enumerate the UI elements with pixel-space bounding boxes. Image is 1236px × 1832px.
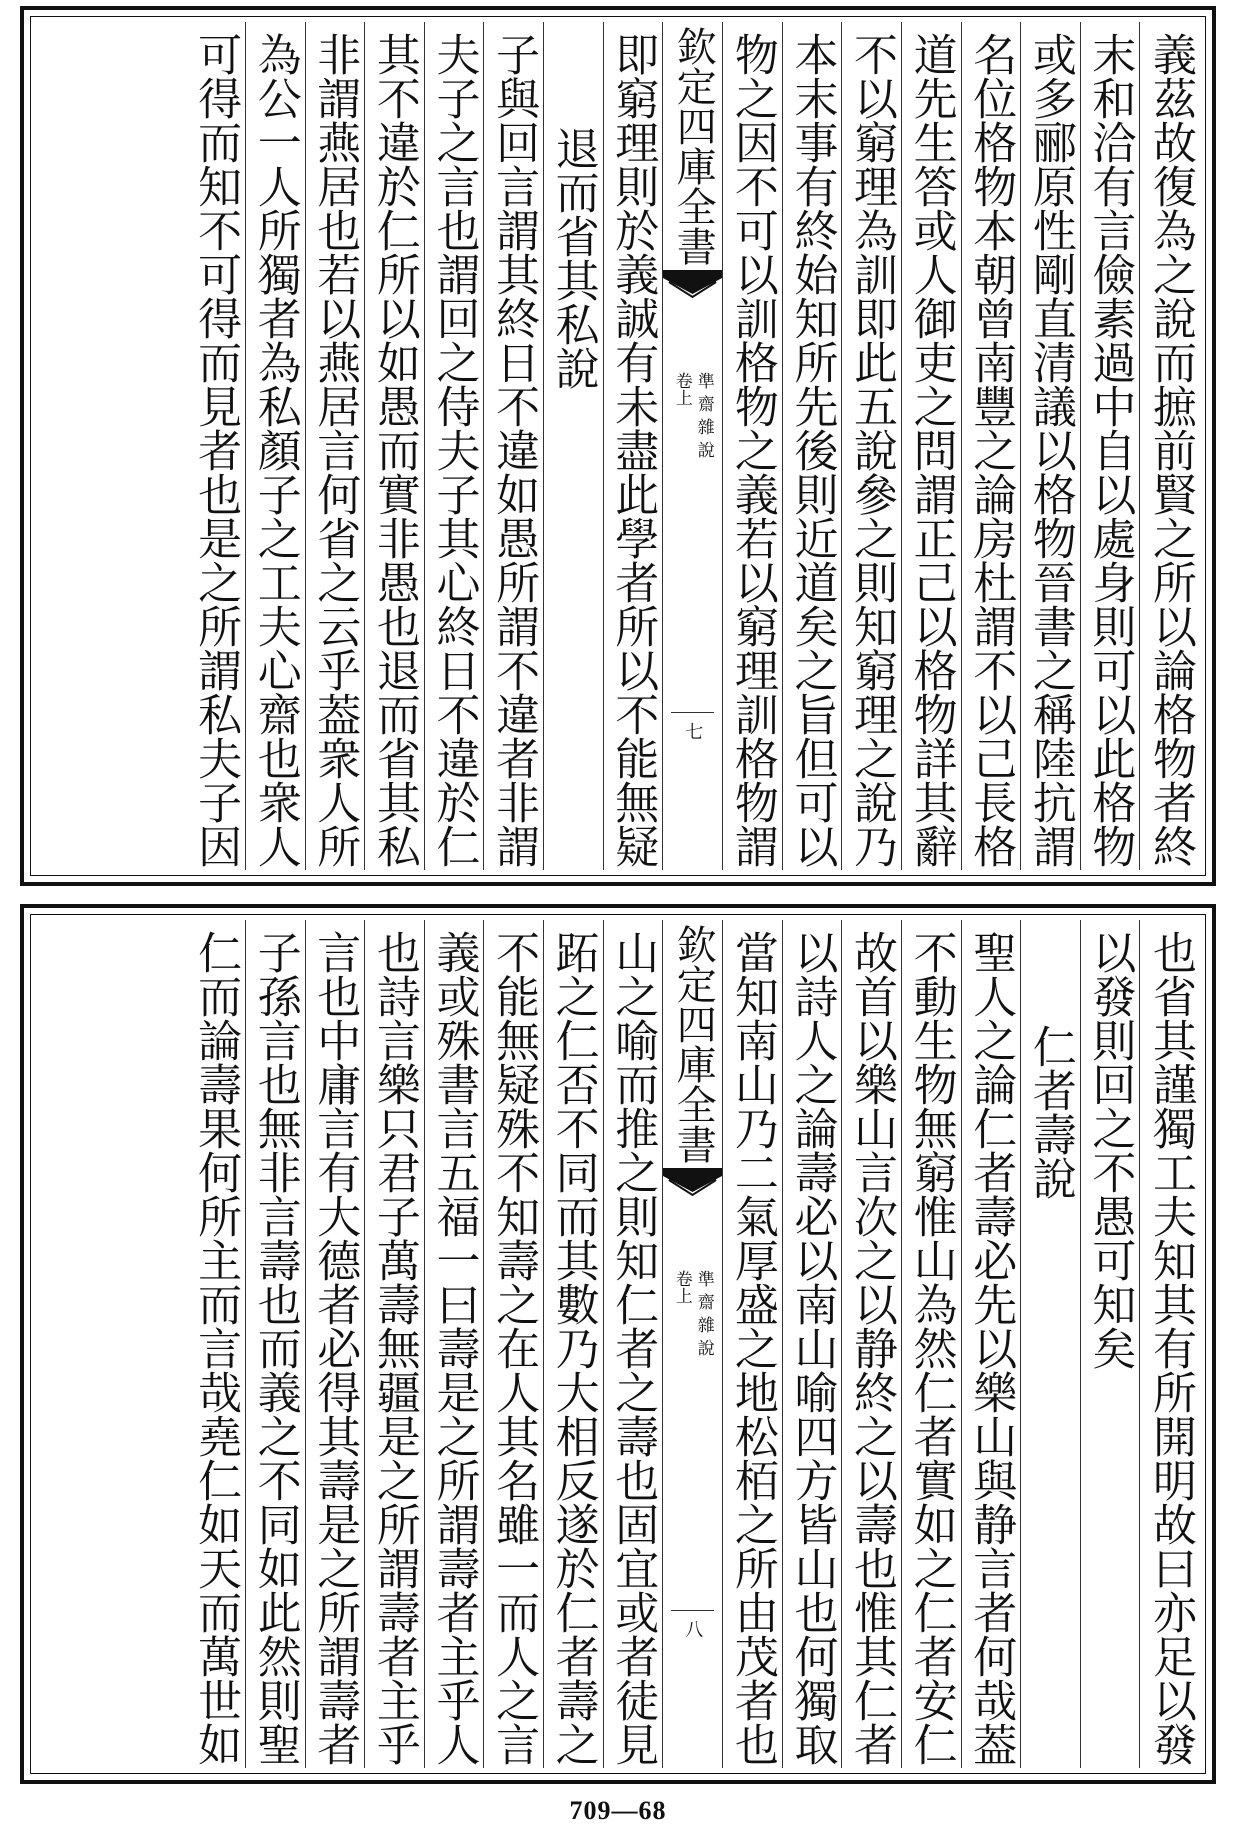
text-column: 山之喻而推之則知仁者之壽也固宜或者徒見 (604, 920, 664, 1768)
center-fold-strip (663, 920, 723, 1768)
section-title: 仁者壽說 (1021, 920, 1081, 1768)
text-column: 本末事有終始知所先後則近道矣之旨但可以 (783, 22, 843, 870)
text-column: 不以窮理為訓即此五說參之則知窮理之說乃 (842, 22, 902, 870)
center-title: 欽定四庫全書 (670, 924, 717, 1164)
text-column: 其不違於仁所以如愚而實非愚也退而省其私 (365, 22, 425, 870)
fishtail-mark-icon (663, 270, 722, 300)
page-number: 七 (682, 722, 704, 740)
text-column: 夫子之言也謂回之侍夫子其心終日不違於仁 (425, 22, 485, 870)
text-column: 可得而知不可得而見者也是之所謂私夫子因 (187, 22, 247, 870)
text-column: 非謂燕居也若以燕居言何省之云乎葢衆人所 (306, 22, 366, 870)
section-title: 退而省其私說 (544, 22, 604, 870)
page-number: 八 (682, 1620, 704, 1638)
center-fold-strip (663, 22, 723, 870)
text-column: 即窮理則於義誠有未盡此學者所以不能無疑 (604, 22, 664, 870)
text-column: 義茲故復為之說而摭前賢之所以論格物者終 (1145, 32, 1196, 868)
text-column: 也詩言樂只君子萬壽無疆是之所謂壽者主乎 (365, 920, 425, 1768)
center-meta (663, 372, 722, 464)
volume-label: 卷上 (671, 372, 692, 406)
footer-page-label: 709—68 (569, 1796, 667, 1825)
text-column: 以發則回之不愚可知矣 (1081, 920, 1141, 1768)
page-number-rule (671, 712, 714, 713)
text-column: 聖人之論仁者壽必先以樂山與静言者何哉葢 (962, 920, 1022, 1768)
text-column: 名位格物本朝曾南豐之論房杜謂不以己長格 (962, 22, 1022, 870)
bottom-page (20, 904, 1216, 1784)
top-page (20, 6, 1216, 886)
book-name: 準齋雜說 (693, 1270, 714, 1362)
text-column: 也省其謹獨工夫知其有所開明故曰亦足以發 (1145, 930, 1196, 1766)
text-column: 物之因不可以訓格物之義若以窮理訓格物謂 (723, 22, 783, 870)
text-column: 不能無疑殊不知壽之在人其名雖一而人之言 (484, 920, 544, 1768)
text-column: 以詩人之論壽必以南山喻四方皆山也何獨取 (783, 920, 843, 1768)
center-title: 欽定四庫全書 (670, 26, 717, 266)
text-column: 言也中庸言有大德者必得其壽是之所謂壽者 (306, 920, 366, 1768)
fishtail-mark-icon (663, 1168, 722, 1198)
text-column: 不動生物無窮惟山為然仁者實如之仁者安仁 (902, 920, 962, 1768)
text-column: 跖之仁否不同而其數乃大相反遂於仁者壽之 (544, 920, 604, 1768)
text-column: 為公一人所獨者為私顏子之工夫心齋也衆人 (246, 22, 306, 870)
text-column: 子孫言也無非言壽也而義之不同如此然則聖 (246, 920, 306, 1768)
text-column: 子與回言謂其終日不違如愚所謂不違者非謂 (484, 22, 544, 870)
text-column: 或多郦原性剛直清議以格物晉書之稱陸抗謂 (1021, 22, 1081, 870)
center-meta (663, 1270, 722, 1362)
text-column: 仁而論壽果何所主而言哉堯仁如天而萬世如 (187, 920, 247, 1768)
book-name: 準齋雜說 (693, 372, 714, 464)
text-column: 故首以樂山言次之以静終之以壽也惟其仁者 (842, 920, 902, 1768)
text-column: 當知南山乃二氣厚盛之地松栢之所由茂者也 (723, 920, 783, 1768)
text-column: 義或殊書言五福一曰壽是之所謂壽者主乎人 (425, 920, 485, 1768)
text-column: 道先生答或人御吏之問謂正己以格物詳其辭 (902, 22, 962, 870)
bottom-page-columns (36, 920, 1200, 1768)
text-column: 末和洽有言儉素過中自以處身則可以此格物 (1081, 22, 1141, 870)
page-number-rule (671, 1610, 714, 1611)
top-page-columns (36, 22, 1200, 870)
volume-label: 卷上 (671, 1270, 692, 1304)
